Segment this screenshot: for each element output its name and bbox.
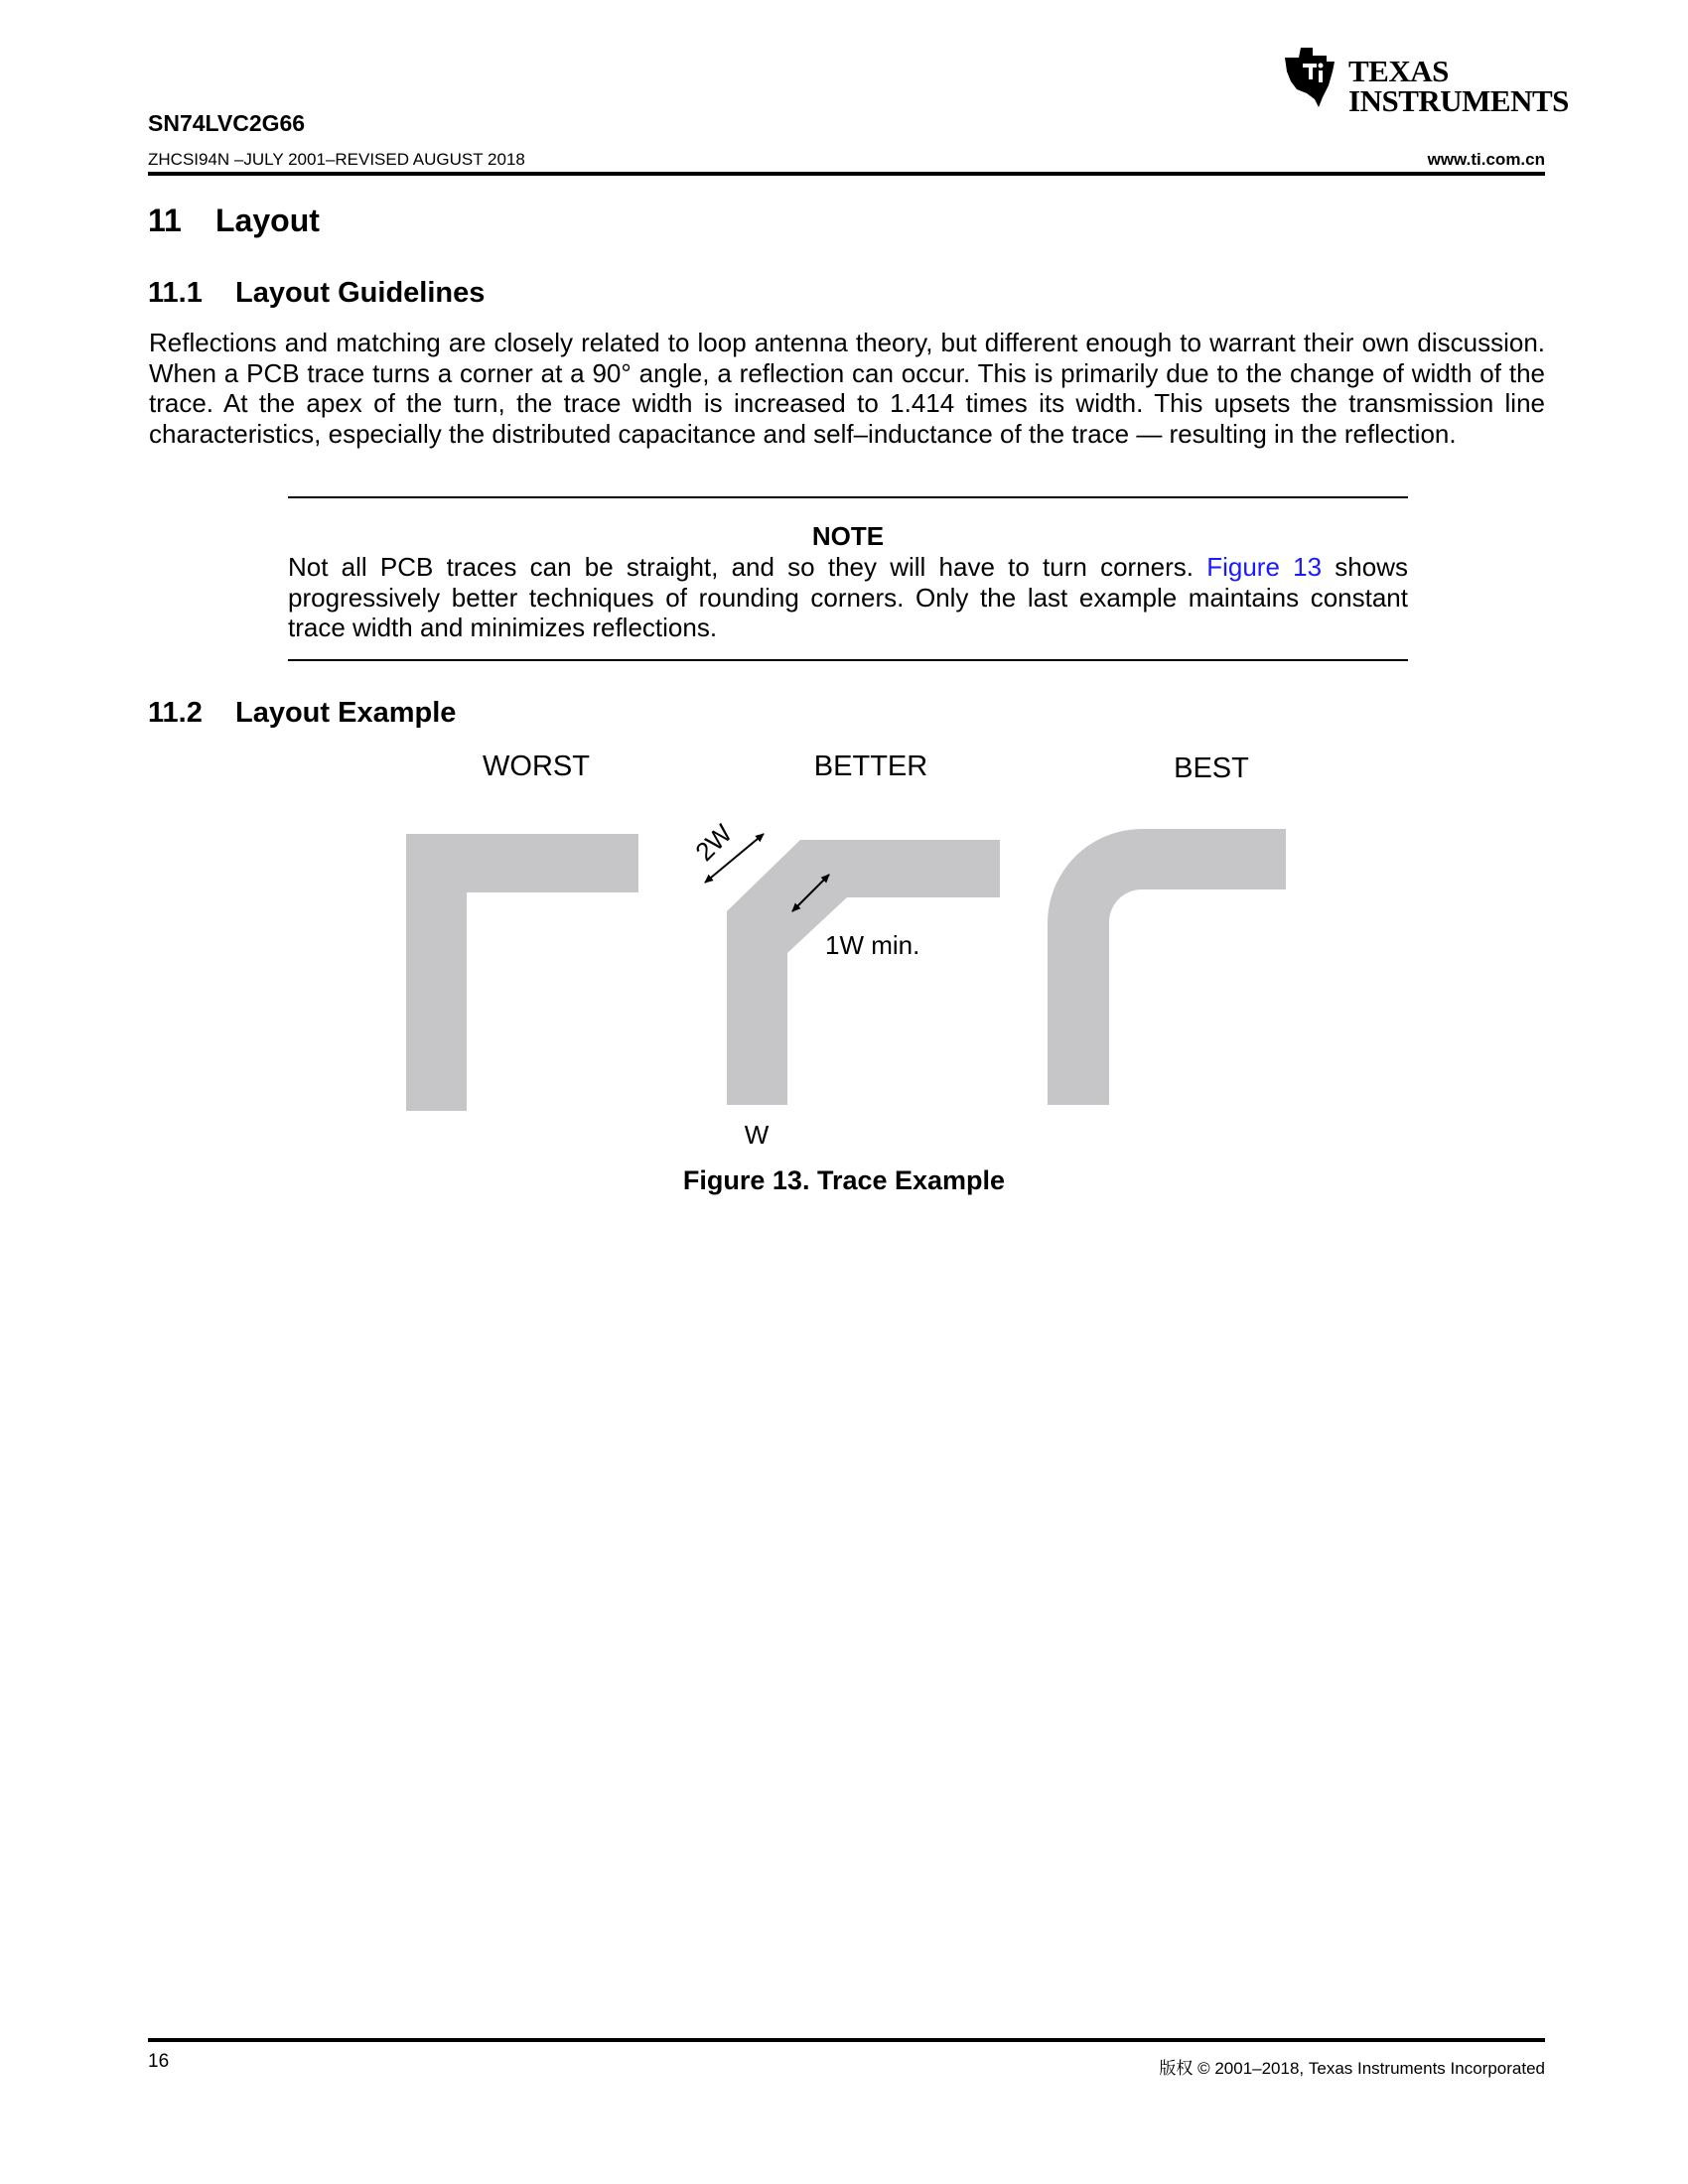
subsection-number: 11.2 xyxy=(148,697,203,729)
footer-divider xyxy=(148,2038,1545,2042)
dimension-1w-label: 1W min. xyxy=(825,930,920,960)
label-better: BETTER xyxy=(813,751,928,782)
logo-text-line2: INSTRUMENTS xyxy=(1348,83,1569,118)
subsection-number: 11.1 xyxy=(148,277,203,309)
logo-text-line1: TEXAS xyxy=(1348,54,1449,88)
note-text-after: shows progressively better techniques of rounding corners. Only the last example maintains constant trace width and minimizes reflections. xyxy=(288,552,1408,642)
label-worst: WORST xyxy=(483,751,590,782)
dimension-2w-label: 2W xyxy=(689,818,739,868)
part-number: SN74LVC2G66 xyxy=(148,110,306,136)
copyright-notice: 版权 © 2001–2018, Texas Instruments Incorporated xyxy=(1159,2059,1545,2078)
figure-caption: Figure 13. Trace Example xyxy=(682,1165,1006,1195)
trace-example-figure xyxy=(377,735,1331,1171)
subsection-title: Layout Example xyxy=(235,697,457,729)
trace-best-rounded-corner xyxy=(1048,829,1286,1105)
note-bottom-divider xyxy=(288,659,1408,661)
note-top-divider xyxy=(288,496,1408,498)
note-body xyxy=(288,552,1408,643)
page-number: 16 xyxy=(148,2051,170,2072)
trace-worst-sharp-corner xyxy=(406,834,638,1111)
header-divider xyxy=(148,172,1545,176)
subsection-title: Layout Guidelines xyxy=(235,277,486,309)
guidelines-paragraph: Reflections and matching are closely related to loop antenna theory, but different enough to warrant their own discussion. When a PCB trace turns a corner at a 90° angle, a reflection can occur. This is primarily due to the change of width of the trace. At the apex of the turn, the trace width is increased to 1.414 times its width. This upsets the transmission line characteristics, especially the distributed capacitance and self–inductance of the trace — resulting in the reflection. xyxy=(149,328,1545,449)
note-text-before: Not all PCB traces can be straight, and so they will have to turn corners. xyxy=(288,552,1194,582)
section-heading xyxy=(148,203,320,239)
figure-13-link[interactable]: Figure 13 xyxy=(1206,552,1323,582)
subsection-heading-example xyxy=(148,697,456,730)
document-id: ZHCSI94N –JULY 2001–REVISED AUGUST 2018 xyxy=(148,150,525,169)
section-number: 11 xyxy=(148,203,182,238)
site-url-link[interactable]: www.ti.com.cn xyxy=(1427,150,1545,169)
section-title: Layout xyxy=(215,203,320,238)
subsection-heading-guidelines xyxy=(148,277,485,310)
label-best: BEST xyxy=(1174,752,1249,784)
dimension-w-label: W xyxy=(744,1120,770,1150)
note-title: NOTE xyxy=(811,521,885,551)
